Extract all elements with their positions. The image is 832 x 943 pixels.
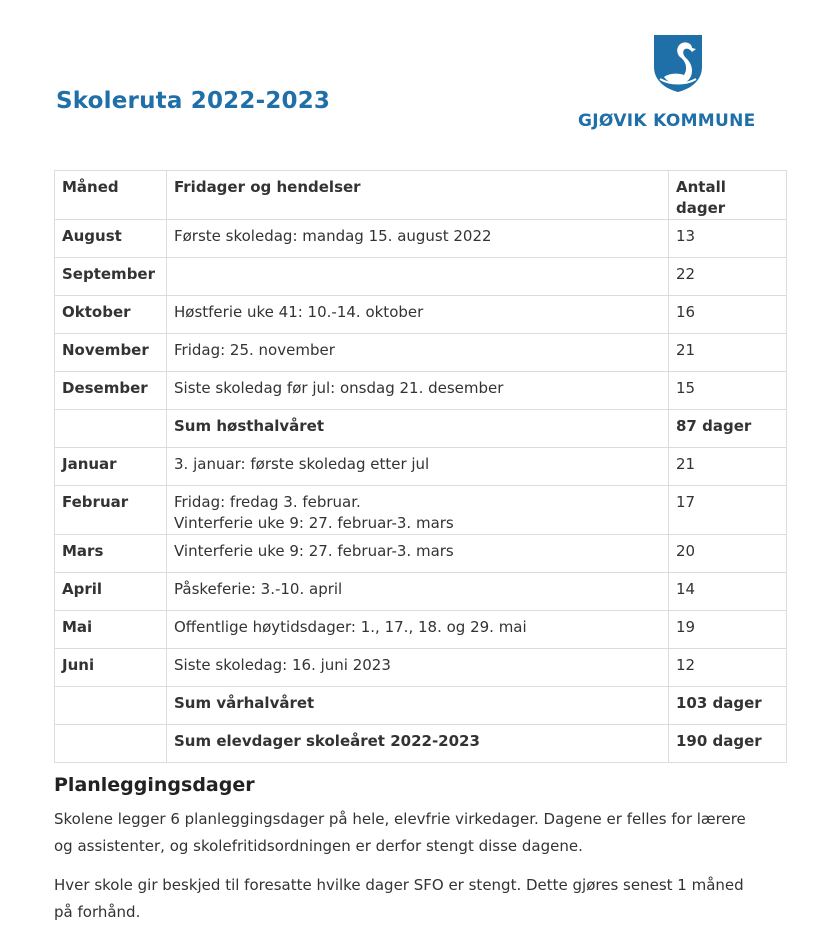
events-cell xyxy=(167,486,669,535)
days-cell: 22 xyxy=(669,258,787,296)
event-line: Fridag: fredag 3. februar. xyxy=(174,493,361,511)
event-line: Første skoledag: mandag 15. august 2022 xyxy=(174,227,492,245)
event-line: Offentlige høytidsdager: 1., 17., 18. og 29. mai xyxy=(174,618,527,636)
events-cell xyxy=(167,258,669,296)
header-events: Fridager og hendelser xyxy=(167,171,669,220)
days-cell: 21 xyxy=(669,448,787,486)
month-cell: Juni xyxy=(55,649,167,687)
paragraph-line: og assistenter, og skolefritidsordningen er derfor stengt disse dagene. xyxy=(54,837,583,855)
days-cell: 19 xyxy=(669,611,787,649)
sum-row xyxy=(55,410,787,448)
header-days: Antall dager xyxy=(669,171,787,220)
event-line: Siste skoledag: 16. juni 2023 xyxy=(174,656,391,674)
table-row xyxy=(55,611,787,649)
header-month: Måned xyxy=(55,171,167,220)
page-title: Skoleruta 2022-2023 xyxy=(56,88,331,114)
event-line: Siste skoledag før jul: onsdag 21. desember xyxy=(174,379,504,397)
planning-heading: Planleggingsdager xyxy=(54,774,255,796)
table-row xyxy=(55,296,787,334)
month-cell: Januar xyxy=(55,448,167,486)
days-cell: 87 dager xyxy=(669,410,787,448)
month-cell: November xyxy=(55,334,167,372)
days-cell: 14 xyxy=(669,573,787,611)
event-line: Fridag: 25. november xyxy=(174,341,335,359)
paragraph-line: Skolene legger 6 planleggingsdager på hele, elevfrie virkedager. Dagene er felles for lærere xyxy=(54,810,746,828)
days-cell: 15 xyxy=(669,372,787,410)
table-row xyxy=(55,573,787,611)
days-cell: 17 xyxy=(669,486,787,535)
days-cell: 21 xyxy=(669,334,787,372)
events-cell xyxy=(167,448,669,486)
table-row xyxy=(55,220,787,258)
days-cell: 12 xyxy=(669,649,787,687)
month-cell: August xyxy=(55,220,167,258)
event-line: Vinterferie uke 9: 27. februar-3. mars xyxy=(174,514,454,532)
days-cell: 190 dager xyxy=(669,725,787,763)
events-cell xyxy=(167,220,669,258)
event-line: Påskeferie: 3.-10. april xyxy=(174,580,343,598)
events-cell xyxy=(167,649,669,687)
logo-text: GJØVIK KOMMUNE xyxy=(578,111,756,131)
sum-row xyxy=(55,725,787,763)
events-cell xyxy=(167,611,669,649)
days-cell: 16 xyxy=(669,296,787,334)
events-cell xyxy=(167,372,669,410)
days-cell: 13 xyxy=(669,220,787,258)
event-line: Høstferie uke 41: 10.-14. oktober xyxy=(174,303,424,321)
month-cell: Februar xyxy=(55,486,167,535)
table-row xyxy=(55,258,787,296)
paragraph-line: Hver skole gir beskjed til foresatte hvilke dager SFO er stengt. Dette gjøres senest 1 måned xyxy=(54,876,744,894)
planning-paragraph xyxy=(54,806,794,860)
table-row xyxy=(55,334,787,372)
month-cell: Oktober xyxy=(55,296,167,334)
schedule-table xyxy=(54,170,787,763)
month-cell: April xyxy=(55,573,167,611)
table-row xyxy=(55,372,787,410)
month-cell xyxy=(55,725,167,763)
table-row xyxy=(55,486,787,535)
event-line: Sum elevdager skoleåret 2022-2023 xyxy=(174,732,480,750)
month-cell: September xyxy=(55,258,167,296)
events-cell xyxy=(167,296,669,334)
events-cell xyxy=(167,573,669,611)
month-cell: Desember xyxy=(55,372,167,410)
month-cell xyxy=(55,410,167,448)
table-row xyxy=(55,649,787,687)
sum-row xyxy=(55,687,787,725)
events-cell xyxy=(167,535,669,573)
events-cell xyxy=(167,725,669,763)
planning-section xyxy=(54,774,794,938)
days-cell: 20 xyxy=(669,535,787,573)
events-cell xyxy=(167,687,669,725)
table-row xyxy=(55,535,787,573)
event-line: Sum vårhalvåret xyxy=(174,694,315,712)
event-line: Vinterferie uke 9: 27. februar-3. mars xyxy=(174,542,454,560)
swan-shield-icon xyxy=(652,33,704,93)
month-cell xyxy=(55,687,167,725)
paragraph-line: på forhånd. xyxy=(54,903,141,921)
table-header-row xyxy=(55,171,787,220)
table-row xyxy=(55,448,787,486)
month-cell: Mars xyxy=(55,535,167,573)
month-cell: Mai xyxy=(55,611,167,649)
days-cell: 103 dager xyxy=(669,687,787,725)
events-cell xyxy=(167,334,669,372)
events-cell xyxy=(167,410,669,448)
event-line: 3. januar: første skoledag etter jul xyxy=(174,455,430,473)
event-line: Sum høsthalvåret xyxy=(174,417,324,435)
planning-paragraph xyxy=(54,872,794,926)
